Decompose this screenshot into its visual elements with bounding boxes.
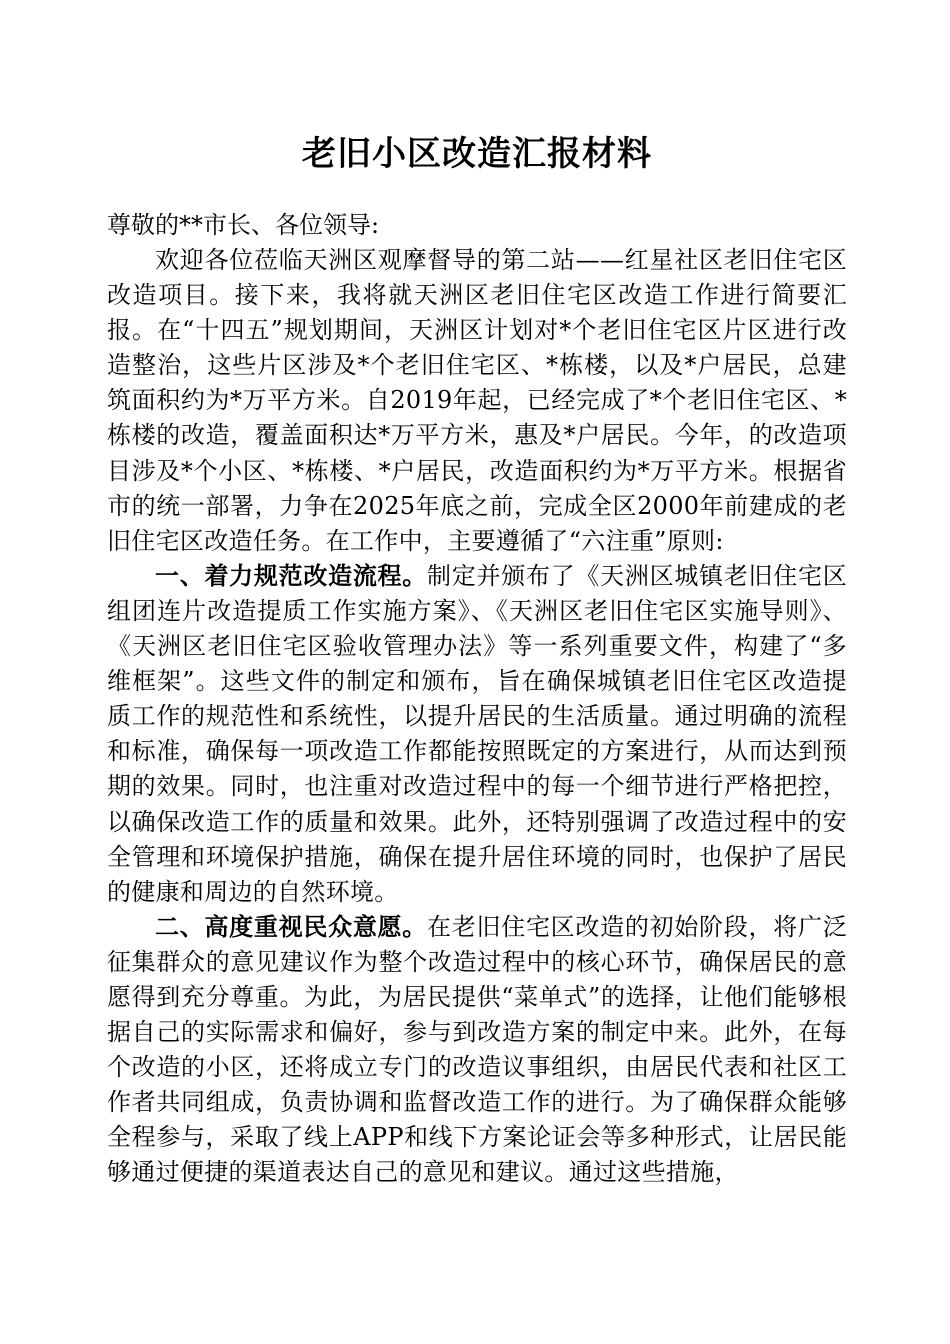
section-1-heading: 一、着力规范改造流程。: [155, 561, 428, 590]
salutation: 尊敬的**市长、各位领导:: [107, 211, 380, 239]
section-1-text: 制定并颁布了《天洲区城镇老旧住宅区组团连片改造提质工作实施方案》、《天洲区老旧住宅区实施导则》、《天洲区老旧住宅区验收管理办法》等一系列重要文件，构建了“多维框架”。这些文件的制定和颁布，旨在确保城镇老旧住宅区改造提质工作的规范性和系统性，以提升居民的生活质量。通过明确的流程和标准，确保每一项改造工作都能按照既定的方案进行，从而达到预期的效果。同时，也注重对改造过程中的每一个细节进行严格把控，以确保改造工作的质量和效果。此外，还特别强调了改造过程中的安全管理和环境保护措施，确保在提升居住环境的同时，也保护了居民的健康和周边的自然环境。: [107, 561, 847, 906]
paragraph-intro-text: 欢迎各位莅临天洲区观摩督导的第二站——红星社区老旧住宅区改造项目。接下来，我将就天洲区老旧住宅区改造工作进行简要汇报。在“十四五”规划期间，天洲区计划对*个老旧住宅区片区进行改造整治，这些片区涉及*个老旧住宅区、*栋楼，以及*户居民，总建筑面积约为*万平方米。自2019年起，已经完成了*个老旧住宅区、*栋楼的改造，覆盖面积达*万平方米，惠及*户居民。今年，的改造项目涉及*个小区、*栋楼、*户居民，改造面积约为*万平方米。根据省市的统一部署，力争在2025年底之前，完成全区2000年前建成的老旧住宅区改造任务。在工作中，主要遵循了“六注重”原则:: [107, 246, 847, 555]
document-title: 老旧小区改造汇报材料: [302, 134, 652, 174]
document-page: [107, 130, 847, 1191]
paragraph-section-2: [107, 910, 847, 1191]
section-2-heading: 二、高度重视民众意愿。: [155, 912, 428, 941]
section-2-text: 在老旧住宅区改造的初始阶段，将广泛征集群众的意见建议作为整个改造过程中的核心环节，确保居民的意愿得到充分尊重。为此，为居民提供“菜单式”的选择，让他们能够根据自己的实际需求和偏好，参与到改造方案的制定中来。此外，在每个改造的小区，还将成立专门的改造议事组织，由居民代表和社区工作者共同组成，负责协调和监督改造工作的进行。为了确保群众能够全程参与，采取了线上APP和线下方案论证会等多种形式，让居民能够通过便捷的渠道表达自己的意见和建议。通过这些措施，: [107, 912, 847, 1187]
paragraph-intro: [107, 243, 847, 559]
paragraph-section-1: [107, 559, 847, 910]
